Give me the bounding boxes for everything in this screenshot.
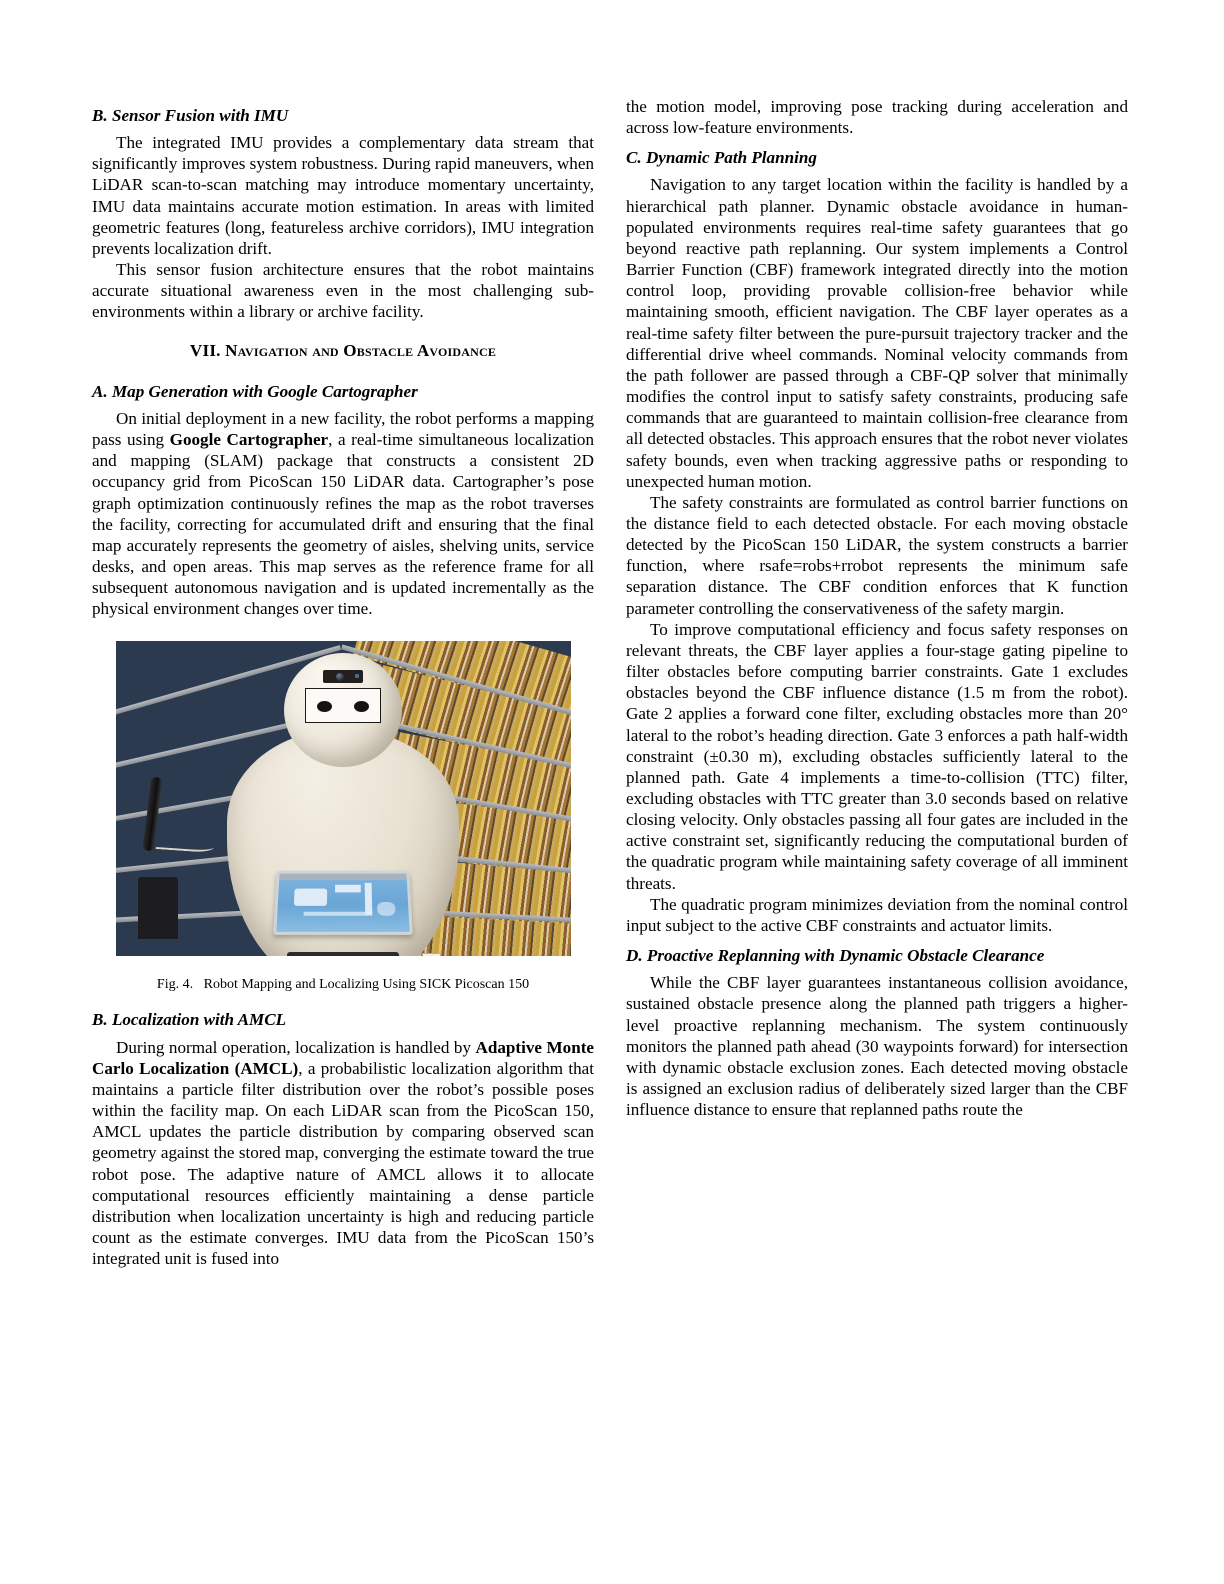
paragraph-motion-model-continuation: the motion model, improving pose tracking during acceleration and across low-feature environments. bbox=[626, 97, 1128, 138]
bold-term-google-cartographer: Google Cartographer bbox=[169, 430, 329, 450]
figure-4 bbox=[92, 619, 594, 1000]
paragraph-barrier-functions: The safety constraints are formulated as control barrier functions on the distance field to each detected obstacle. For each moving obstacle detected by the PicoScan 150 LiDAR, the system constructs a barrier function, where rsafe=robs+rrobot represents the minimum safe separation distance. The CBF condition enforces that K function parameter controlling the conservativeness of the safety margin. bbox=[626, 492, 1128, 618]
subsection-heading-b-sensor-fusion: B. Sensor Fusion with IMU bbox=[92, 106, 289, 125]
section-number: VII. bbox=[189, 340, 221, 360]
robot-face-display bbox=[305, 688, 381, 723]
robot-head bbox=[284, 653, 402, 767]
subsection-heading-a-map-generation: A. Map Generation with Google Cartographer bbox=[92, 381, 418, 401]
paragraph-text-part-2: , a real-time simultaneous localization and mapping (SLAM) package that constructs a consistent 2D occupancy grid from PicoScan 150 LiDAR data. Cartographer’s pose graph optimization continuously refines the map as the robot traverses the facility, correcting for accumulated drift and ensuring that the final map accurately represents the geometry of aisles, shelving units, service desks, and open areas. This map serves as the reference frame for all subsequent autonomous navigation and is updated incrementally as the physical environment changes over time. bbox=[92, 430, 594, 619]
figure-4-caption bbox=[92, 956, 594, 1000]
figure-4-image bbox=[116, 641, 571, 956]
robot-map-display bbox=[276, 874, 409, 932]
section-heading-vii bbox=[92, 323, 594, 372]
paragraph-cbf-framework: Navigation to any target location within the facility is handled by a hierarchical path planner. Dynamic obstacle avoidance in human-populated environments requires real-time safety guarantees that go beyond reactive path replanning. Our system implements a Control Barrier Function (CBF) framework integrated directly into the motion control loop, providing provable collision-free behavior while maintaining smooth, efficient navigation. The CBF layer operates as a real-time safety filter between the pure-pursuit trajectory tracker and the differential drive wheel commands. Nominal velocity commands from the path follower are passed through a CBF-QP solver that minimally modifies the control input to satisfy safety constraints, producing safe commands that are guaranteed to maintain collision-free clearance from all detected obstacles. This approach ensures that the robot never violates safety bounds, even when tracking aggressive paths or responding to unexpected human motion. bbox=[626, 175, 1128, 491]
left-column bbox=[92, 96, 594, 1496]
figure-caption-text: Robot Mapping and Localizing Using SICK Picoscan 150 bbox=[203, 977, 530, 993]
paragraph-map-generation bbox=[92, 408, 594, 620]
paragraph-text-part-2: , a probabilistic localization algorithm that maintains a particle filter distribution over the robot’s possible poses within the facility map. On each LiDAR scan from the PicoScan 150, AMCL updates the particle distribution by comparing observed scan geometry against the stored map, converging the estimate toward the true robot pose. The adaptive nature of AMCL allows it to allocate computational resources efficiently maintaining a dense particle distribution when localization uncertainty is high and reducing particle count as the estimate converges. IMU data from the PicoScan 150’s integrated unit is fused into bbox=[92, 1058, 595, 1269]
bold-term-amcl: Adaptive Monte Carlo Localization (AMCL) bbox=[92, 1037, 594, 1078]
robot-eye-right-icon bbox=[354, 701, 369, 712]
paragraph-quadratic-program: The quadratic program minimizes deviation from the nominal control input subject to the active CBF constraints and actuator limits. bbox=[626, 894, 1128, 935]
robot-tablet-screen bbox=[273, 871, 413, 935]
right-column bbox=[626, 96, 1128, 1496]
robot-camera-icon bbox=[323, 670, 363, 683]
paragraph-text-part-1: On initial deployment in a new facility, the robot performs a mapping pass using bbox=[92, 408, 594, 450]
photo-library-aisle-robot bbox=[116, 641, 571, 956]
robot-eye-left-icon bbox=[317, 701, 332, 712]
subsection-heading-d-proactive-replanning: D. Proactive Replanning with Dynamic Obstacle Clearance bbox=[626, 946, 1045, 966]
paragraph-gating-pipeline: To improve computational efficiency and focus safety responses on relevant threats, the CBF layer applies a four-stage gating pipeline to filter obstacles before computing barrier constraints. Gate 1 excludes obstacles beyond the CBF influence distance (1.5 m from the robot). Gate 2 applies a forward cone filter, excluding obstacles more than 20° lateral to the robot’s heading direction. Gate 3 enforces a path half-width constraint (±0.30 m), excluding obstacles sufficiently lateral to the planned path. Gate 4 implements a time-to-collision (TTC) filter, excluding obstacles with TTC greater than 3.0 seconds based on relative closing velocity. Only obstacles passing all four gates are included in the active constraint set, significantly reducing the computational burden of the quadratic program while maintaining safety coverage of all imminent threats. bbox=[626, 619, 1128, 893]
robot-side-light bbox=[422, 953, 441, 956]
subsection-heading-b-localization-amcl: B. Localization with AMCL bbox=[92, 1010, 287, 1030]
paragraph-proactive-replanning: While the CBF layer guarantees instantaneous collision avoidance, sustained obstacle presence along the planned path triggers a higher-level proactive replanning mechanism. The system continuously monitors the planned path ahead (30 waypoints forward) for intersection with dynamic obstacle exclusion zones. Each detected moving obstacle is assigned an exclusion radius of deliberately sized larger than the CBF influence distance to ensure that replanned paths route the bbox=[626, 973, 1128, 1120]
paragraph-imu-complementary: The integrated IMU provides a complementary data stream that significantly improves system robustness. During rapid maneuvers, when LiDAR scan-to-scan matching may introduce momentary uncertainty, IMU data maintains accurate motion estimation. In areas with limited geometric features (long, featureless archive corridors), IMU integration prevents localization drift. bbox=[92, 133, 594, 258]
figure-label: Fig. 4. bbox=[156, 977, 194, 993]
subsection-heading-c-dynamic-path-planning: C. Dynamic Path Planning bbox=[626, 148, 817, 168]
photo-floor-bin bbox=[138, 877, 178, 939]
robot-delivery-compartment bbox=[287, 952, 399, 956]
two-column-layout bbox=[92, 96, 1128, 1496]
paragraph-sensor-fusion-architecture: This sensor fusion architecture ensures that the robot maintains accurate situational awareness even in the most challenging sub-environments within a library or archive facility. bbox=[92, 260, 594, 322]
section-title: Navigation and Obstacle Avoidance bbox=[225, 340, 497, 360]
paragraph-amcl-localization bbox=[92, 1037, 594, 1270]
paragraph-text-part-1: During normal operation, localization is handled by bbox=[116, 1037, 476, 1057]
